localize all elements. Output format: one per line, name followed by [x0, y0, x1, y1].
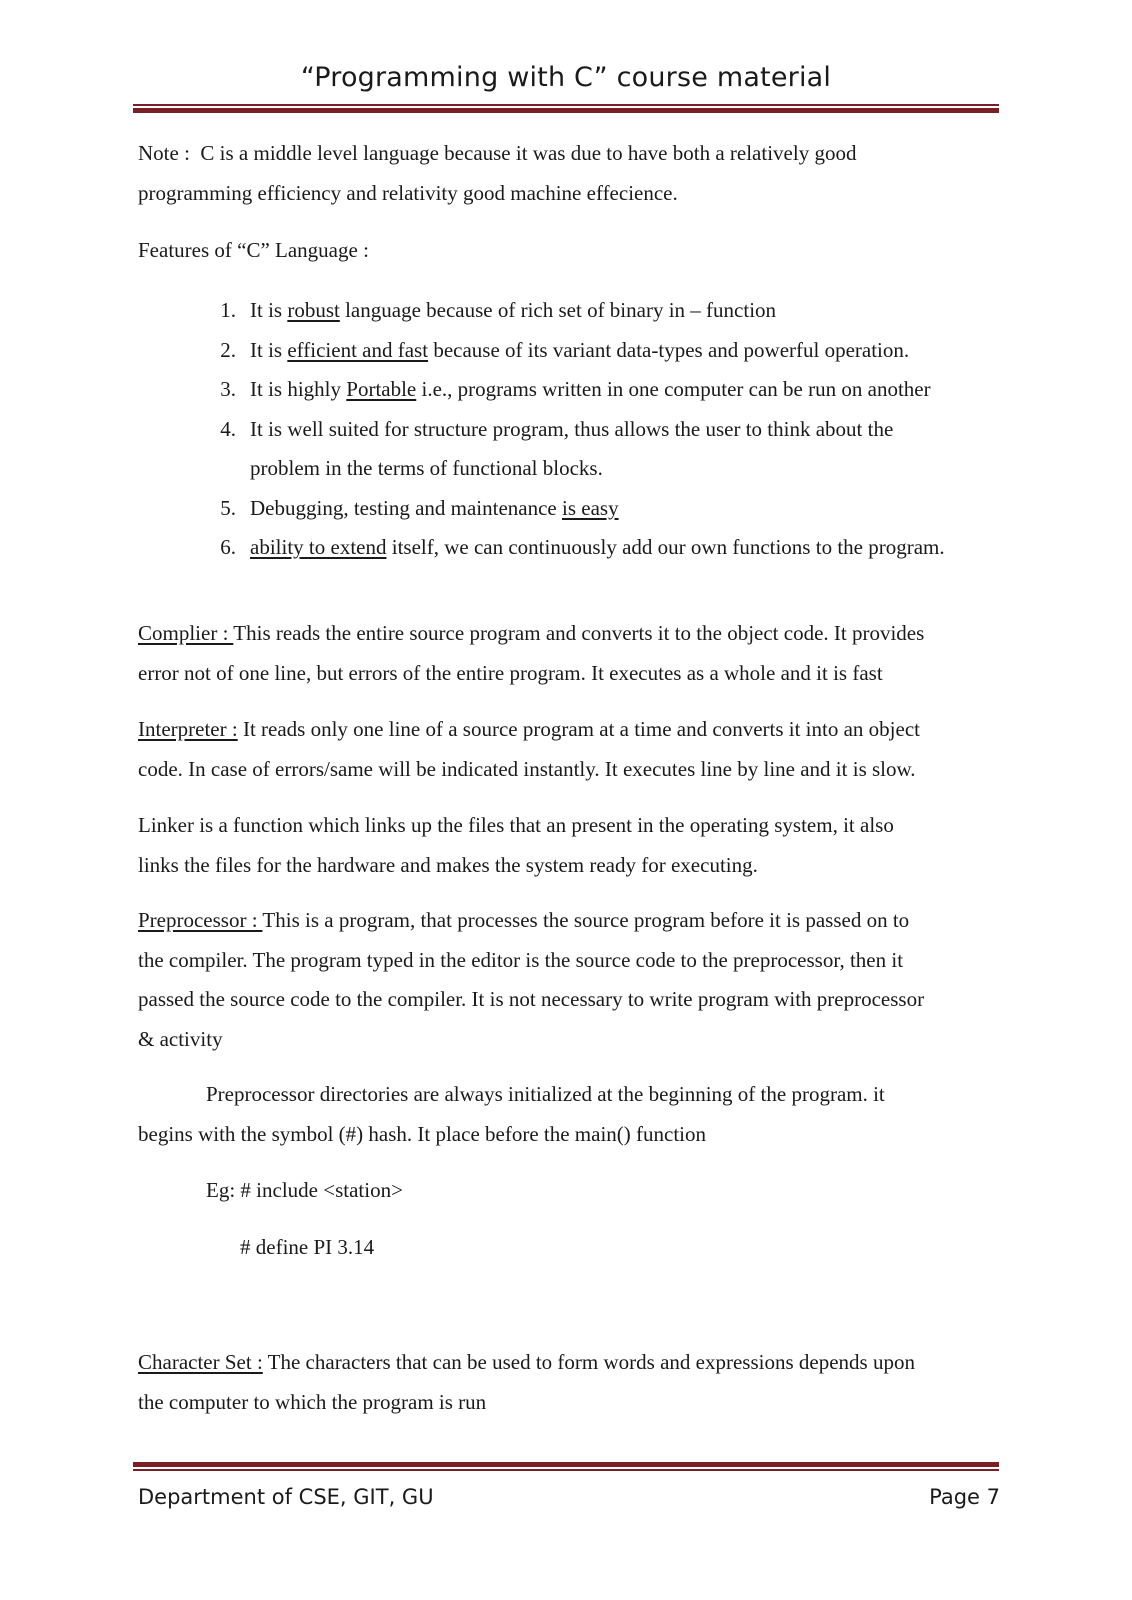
compiler-label: Complier : [138, 621, 234, 645]
linker-paragraph: Linker is a function which links up the files that an present in the operating system, it also links the files for the hardware and makes the system ready for executing. [138, 813, 894, 877]
list-item: 6. ability to extend itself, we can continuously add our own functions to the program. [220, 535, 945, 559]
page-header-title: “Programming with C” course material [300, 62, 832, 93]
note-line-1: C is a middle level language because it was due to have both a relatively good [200, 141, 857, 165]
preprocessor-paragraph: Preprocessor : This is a program, that processes the source program before it is passed on to the compiler. The program typed in the editor is the source code to the preprocessor, then it passed the source code to the compiler. It is not necessary to write program with preprocessor & activity [138, 908, 925, 1051]
interpreter-label: Interpreter : [138, 717, 238, 741]
list-item: 1. It is robust language because of rich set of binary in – function [220, 298, 777, 322]
charset-label: Character Set : [138, 1350, 263, 1374]
note-label: Note : [138, 141, 190, 165]
directives-paragraph: Preprocessor directories are always initialized at the beginning of the program. it begins with the symbol (#) hash. It place before the main() function [138, 1082, 885, 1146]
interpreter-paragraph: Interpreter : It reads only one line of a source program at a time and converts it into an object code. In case of errors/same will be indicated instantly. It executes line by line and it is slow. [138, 717, 920, 781]
features-heading: Features of “C” Language : [138, 238, 369, 262]
note-line-2: programming efficiency and relativity good machine effecience. [138, 180, 678, 205]
note-paragraph [138, 134, 998, 213]
header-rule [133, 104, 999, 113]
footer-page-number: Page 7 [929, 1485, 1000, 1509]
preprocessor-label: Preprocessor : [138, 908, 263, 932]
features-list [196, 291, 1006, 568]
list-item: 5. Debugging, testing and maintenance is easy [220, 495, 619, 520]
footer-rule [133, 1462, 999, 1471]
example-line-2: # define PI 3.14 [240, 1235, 375, 1259]
list-item: 3. It is highly Portable i.e., programs written in one computer can be run on another [220, 377, 931, 401]
compiler-paragraph: Complier : This reads the entire source program and converts it to the object code. It provides error not of one line, but errors of the entire program. It executes as a whole and it is fast [138, 621, 925, 685]
list-item: 2. It is efficient and fast because of its variant data-types and powerful operation. [220, 337, 910, 362]
charset-paragraph: Character Set : The characters that can be used to form words and expressions depends upon the computer to which the program is run [138, 1350, 915, 1414]
example-line-1: Eg: # include <station> [206, 1178, 403, 1202]
footer-department: Department of CSE, GIT, GU [138, 1485, 434, 1509]
list-item: 4. It is well suited for structure program, thus allows the user to think about the problem in the terms of functional blocks. [220, 416, 894, 480]
